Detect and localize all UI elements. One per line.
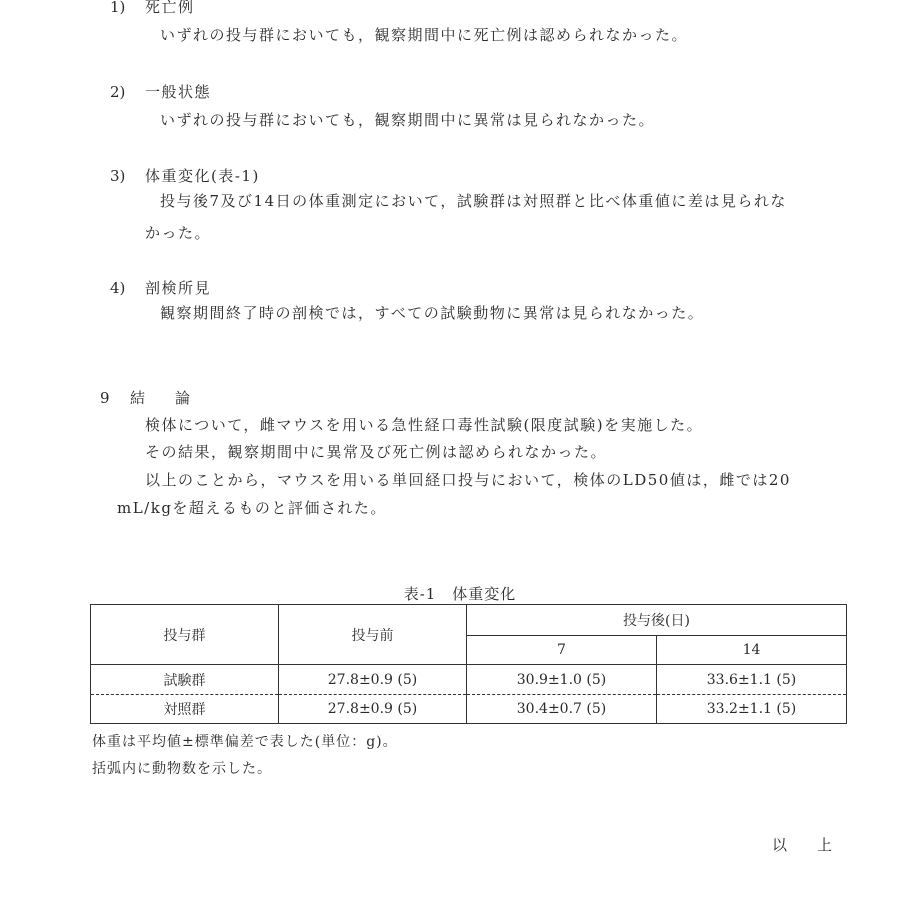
row-group: 試験群	[91, 665, 279, 695]
conclusion-line-2: その結果，観察期間中に異常及び死亡例は認められなかった。	[145, 443, 608, 461]
section-3-number: 3)	[110, 167, 126, 185]
row-day-14: 33.2±1.1 (5)	[657, 695, 847, 724]
section-1-number: 1)	[110, 0, 126, 16]
header-day-7: 7	[467, 636, 657, 665]
section-3-text-line-1: 投与後7及び14日の体重測定において，試験群は対照群と比べ体重値に差は見られな	[160, 192, 787, 210]
row-before: 27.8±0.9 (5)	[279, 665, 467, 695]
header-day-14: 14	[657, 636, 847, 665]
section-1-title: 死亡例	[145, 0, 195, 16]
section-2-number: 2)	[110, 83, 126, 101]
row-group: 対照群	[91, 695, 279, 724]
body-weight-table	[90, 604, 847, 724]
section-3-title: 体重変化(表-1)	[145, 167, 260, 185]
table-row	[91, 665, 847, 695]
header-after: 投与後(日)	[467, 605, 847, 636]
table-note-1: 体重は平均値±標準偏差で表した(単位：g)。	[92, 734, 398, 750]
row-day-14: 33.6±1.1 (5)	[657, 665, 847, 695]
section-4-title: 剖検所見	[145, 279, 212, 297]
table-caption: 表-1 体重変化	[403, 585, 517, 603]
section-2-text: いずれの投与群においても，観察期間中に異常は見られなかった。	[160, 111, 656, 129]
section-2-title: 一般状態	[145, 83, 212, 101]
conclusion-number: 9	[100, 389, 110, 407]
table-note-2: 括弧内に動物数を示した。	[92, 761, 272, 777]
conclusion-line-1: 検体について，雌マウスを用いる急性経口毒性試験(限度試験)を実施した。	[145, 416, 704, 434]
section-4-number: 4)	[110, 279, 126, 297]
row-before: 27.8±0.9 (5)	[279, 695, 467, 724]
header-before: 投与前	[279, 605, 467, 665]
row-day-7: 30.9±1.0 (5)	[467, 665, 657, 695]
header-group: 投与群	[91, 605, 279, 665]
conclusion-title: 結 論	[130, 389, 191, 407]
table-row	[91, 695, 847, 724]
section-4-text: 観察期間終了時の剖検では，すべての試験動物に異常は見られなかった。	[160, 304, 705, 322]
conclusion-line-4: mL/kgを超えるものと評価された。	[117, 499, 387, 517]
section-1-text: いずれの投与群においても，観察期間中に死亡例は認められなかった。	[160, 26, 689, 44]
row-day-7: 30.4±0.7 (5)	[467, 695, 657, 724]
closing-mark: 以 上	[772, 836, 833, 854]
section-3-text-line-2: かった。	[145, 224, 212, 242]
conclusion-line-3: 以上のことから，マウスを用いる単回経口投与において，検体のLD50値は，雌では20	[145, 471, 791, 489]
